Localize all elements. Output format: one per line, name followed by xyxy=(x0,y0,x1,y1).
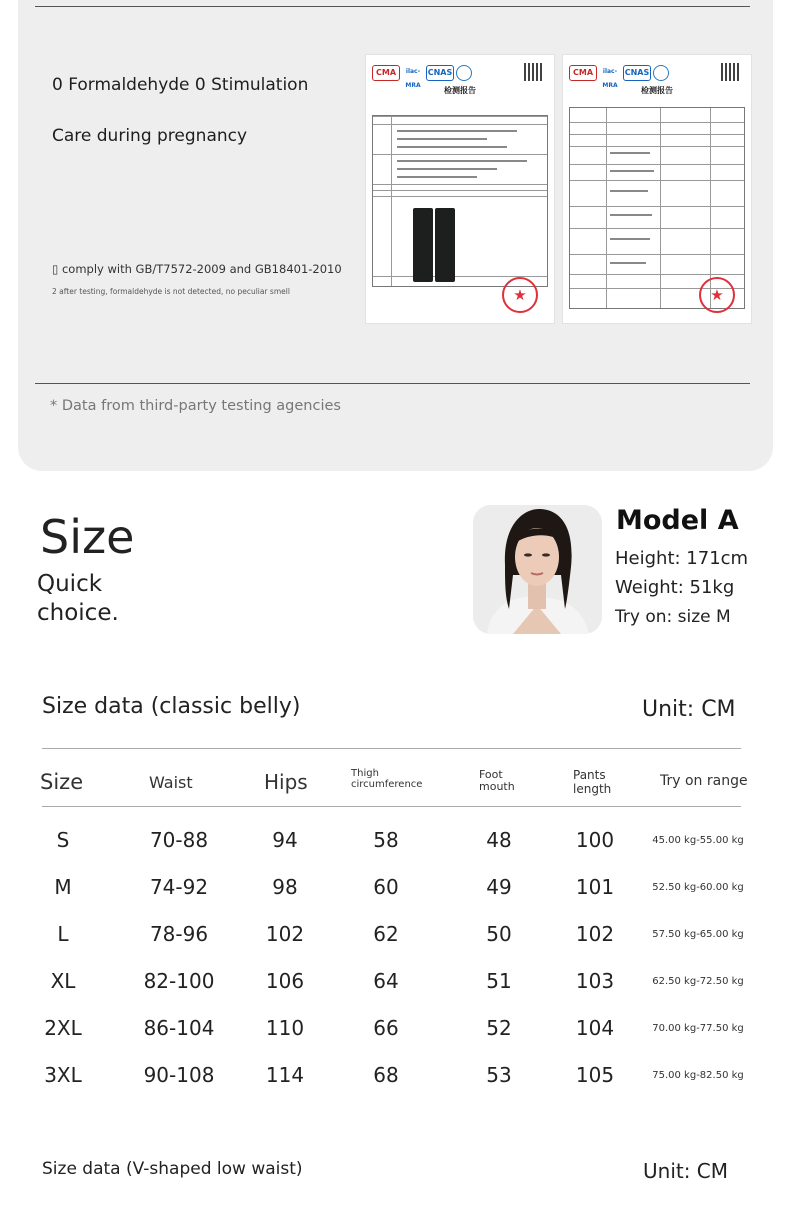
cell-waist: 90-108 xyxy=(143,1063,215,1087)
cnas-logo: CNAS xyxy=(623,65,651,81)
test-report-2 xyxy=(562,54,752,324)
ilac-logo: ilac-MRA xyxy=(405,68,421,89)
badge-icon xyxy=(653,65,669,81)
col-header-foot xyxy=(479,769,515,793)
model-weight: Weight: 51kg xyxy=(615,577,735,598)
cell-thigh: 68 xyxy=(373,1063,399,1087)
report-title: 检测报告 xyxy=(444,86,476,95)
test-report-1 xyxy=(365,54,555,324)
col-header-foot-line1: Foot xyxy=(479,768,503,781)
cell-foot: 50 xyxy=(486,922,512,946)
badge-icon xyxy=(456,65,472,81)
test-detail: 2 after testing, formaldehyde is not detected, no peculiar smell xyxy=(52,287,290,296)
cell-hips: 114 xyxy=(265,1063,305,1087)
model-name: Model A xyxy=(616,505,739,536)
cell-hips: 94 xyxy=(272,828,298,852)
table2-title: Size data (V-shaped low waist) xyxy=(42,1159,303,1179)
cell-length: 102 xyxy=(575,922,615,946)
cell-waist: 70-88 xyxy=(149,828,209,852)
cell-waist: 82-100 xyxy=(143,969,215,993)
table2-unit: Unit: CM xyxy=(643,1159,729,1183)
cell-foot: 53 xyxy=(486,1063,512,1087)
cma-logo: CMA xyxy=(569,65,597,81)
cell-hips: 110 xyxy=(265,1016,305,1040)
cell-thigh: 66 xyxy=(373,1016,399,1040)
col-header-tryon: Try on range xyxy=(660,773,748,789)
cnas-logo: CNAS xyxy=(426,65,454,81)
col-header-size: Size xyxy=(40,770,84,794)
size-heading: Size xyxy=(40,510,135,564)
cell-foot: 48 xyxy=(486,828,512,852)
size-subtitle-line2: choice. xyxy=(37,600,119,626)
disclaimer-note: * Data from third-party testing agencies xyxy=(50,398,341,414)
cell-foot: 51 xyxy=(486,969,512,993)
cell-size: M xyxy=(54,875,72,899)
model-portrait-image xyxy=(473,505,602,634)
cell-length: 103 xyxy=(575,969,615,993)
cell-length: 104 xyxy=(575,1016,615,1040)
col-header-pants-line1: Pants xyxy=(573,768,606,782)
table1-top-rule xyxy=(42,748,741,749)
cell-length: 100 xyxy=(575,828,615,852)
cell-hips: 106 xyxy=(265,969,305,993)
size-subtitle-line1: Quick xyxy=(37,571,103,597)
cell-waist: 74-92 xyxy=(149,875,209,899)
col-header-hips: Hips xyxy=(264,770,308,794)
table1-unit: Unit: CM xyxy=(642,697,736,722)
claim-pregnancy: Care during pregnancy xyxy=(52,126,248,146)
card-divider xyxy=(35,383,750,384)
cell-thigh: 64 xyxy=(373,969,399,993)
cell-waist: 78-96 xyxy=(149,922,209,946)
cell-hips: 98 xyxy=(272,875,298,899)
cell-size: S xyxy=(56,828,70,852)
cell-size: L xyxy=(57,922,69,946)
cell-range: 45.00 kg-55.00 kg xyxy=(652,835,744,846)
col-header-pants-line2: length xyxy=(573,782,612,796)
pants-sample-image xyxy=(413,208,433,282)
qr-code-icon xyxy=(524,63,542,81)
col-header-thigh xyxy=(351,768,422,790)
cell-hips: 102 xyxy=(265,922,305,946)
col-header-foot-line2: mouth xyxy=(479,780,515,793)
report-title: 检测报告 xyxy=(641,86,673,95)
cell-thigh: 62 xyxy=(373,922,399,946)
cma-logo: CMA xyxy=(372,65,400,81)
cell-length: 101 xyxy=(575,875,615,899)
report-table xyxy=(372,115,548,287)
cell-thigh: 60 xyxy=(373,875,399,899)
col-header-thigh-line2: circumference xyxy=(351,779,423,790)
cell-thigh: 58 xyxy=(373,828,399,852)
cell-range: 75.00 kg-82.50 kg xyxy=(652,1070,744,1081)
claim-formaldehyde: 0 Formaldehyde 0 Stimulation xyxy=(52,75,309,95)
cell-foot: 49 xyxy=(486,875,512,899)
col-header-thigh-line1: Thigh xyxy=(351,768,379,779)
red-seal-icon: ★ xyxy=(699,277,735,313)
cell-range: 70.00 kg-77.50 kg xyxy=(652,1023,744,1034)
col-header-pants-length xyxy=(573,768,611,796)
cell-size: 2XL xyxy=(44,1016,82,1040)
col-header-waist: Waist xyxy=(149,773,193,792)
cell-length: 105 xyxy=(575,1063,615,1087)
table1-title: Size data (classic belly) xyxy=(42,694,301,719)
model-height: Height: 171cm xyxy=(615,548,749,569)
cell-range: 52.50 kg-60.00 kg xyxy=(652,882,744,893)
cell-range: 62.50 kg-72.50 kg xyxy=(652,976,744,987)
ilac-logo: ilac-MRA xyxy=(602,68,618,89)
cell-waist: 86-104 xyxy=(143,1016,215,1040)
model-tryon: Try on: size M xyxy=(615,607,731,627)
red-seal-icon: ★ xyxy=(502,277,538,313)
table1-header-rule xyxy=(42,806,741,807)
qr-code-icon xyxy=(721,63,739,81)
cell-size: XL xyxy=(50,969,76,993)
cell-size: 3XL xyxy=(44,1063,82,1087)
standard-compliance: ▯ comply with GB/T7572-2009 and GB18401-2010 xyxy=(52,262,342,276)
cell-range: 57.50 kg-65.00 kg xyxy=(652,929,744,940)
top-divider xyxy=(35,6,750,7)
cell-foot: 52 xyxy=(486,1016,512,1040)
model-avatar xyxy=(473,505,602,634)
